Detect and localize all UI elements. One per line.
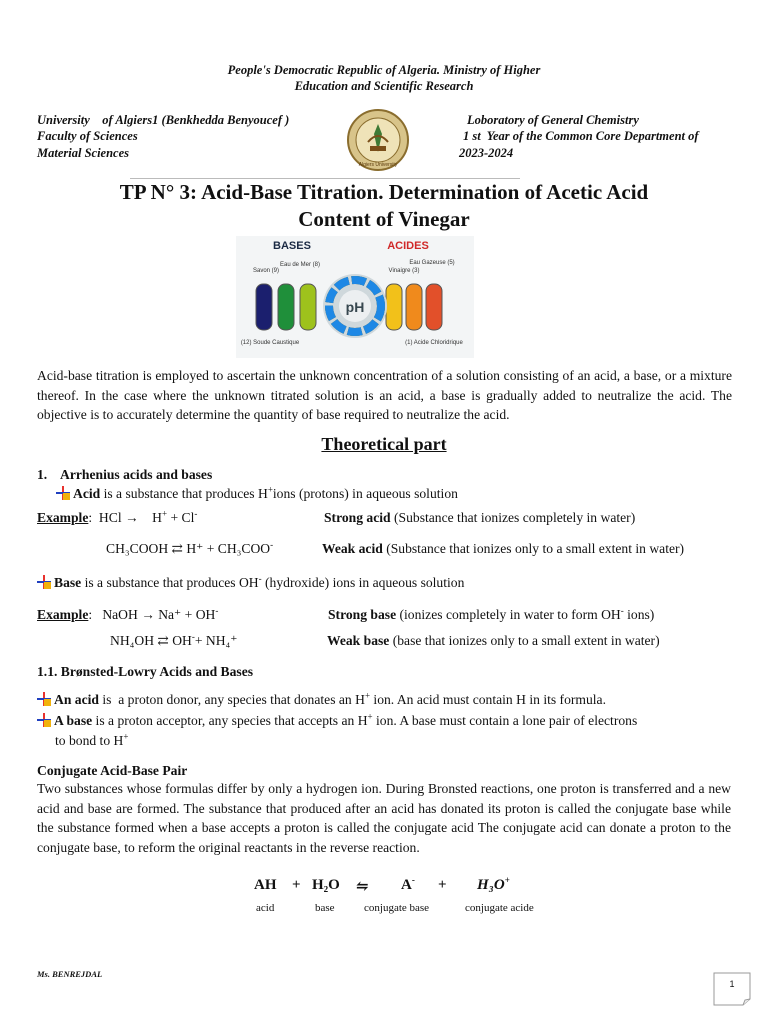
strong-base-desc: Strong base (ionizes completely in water to form OH- ions): [328, 605, 655, 622]
university-seal-logo: [346, 108, 410, 172]
academic-year: 2023-2024: [459, 146, 514, 160]
bronsted-acid-definition: An acid is a proton donor, any species that donates an H+ ion. An acid must contain H in its formula.: [37, 691, 606, 709]
eq-a-minus: A-: [401, 875, 415, 893]
label-base: base: [315, 902, 335, 914]
faculty-line: Faculty of Sciences: [37, 129, 138, 143]
section-heading-bronsted: 1.1. Brønsted-Lowry Acids and Bases: [37, 664, 254, 679]
acides-label: ACIDES: [387, 240, 429, 252]
section-heading-conjugate: Conjugate Acid-Base Pair: [37, 763, 188, 778]
page-title-line-1: TP N° 3: Acid-Base Titration. Determination of Acetic Acid: [119, 180, 649, 204]
bullet-icon: [56, 486, 70, 500]
example-naoh: Example: NaOH → Na⁺ + OH-: [37, 605, 219, 622]
page-number: 1: [729, 979, 735, 989]
weak-acid-desc: Weak acid (Substance that ionizes only to a small extent in water): [322, 541, 685, 556]
year-line: 1 st Year of the Common Core Department of: [463, 129, 699, 143]
page-title-line-2: Content of Vinegar: [298, 207, 470, 231]
tube-label: (1) Acide Chloridrique: [405, 340, 463, 346]
university-line: University of Algiers1 (Benkhedda Benyoucef ): [37, 113, 290, 127]
bullet-icon: [37, 692, 51, 706]
weak-base-desc: Weak base (base that ionizes only to a small extent in water): [327, 633, 660, 648]
department-line: Material Sciences: [37, 146, 130, 160]
ph-label: pH: [345, 299, 365, 315]
tube-label: Savon (9): [252, 268, 280, 274]
label-acid: acid: [256, 902, 275, 914]
bronsted-base-definition-cont: to bond to H+: [55, 731, 129, 748]
conjugate-paragraph: Two substances whose formulas differ by only a hydrogen ion. During Bronsted reactions, one proton is transferred and a new acid and base are formed. The substance that produced after an acid has donated its proton is called the conjugate base while the substance formed when a base accepts a proton is called the conjugate acid The conjugate acid can donate a proton to the conjugate base, to reform the original reactants in the reverse reaction.: [37, 781, 731, 855]
page-number-box: [713, 972, 751, 1006]
section-heading-arrhenius: 1. Arrhenius acids and bases: [37, 467, 213, 482]
tube-label: Vinaigre (3): [388, 268, 420, 274]
intro-paragraph: Acid-base titration is employed to ascertain the unknown concentration of a solution consisting of an acid, a base, or a mixture thereof. In the case where the unknown titrated solution is an acid, a base is gradually added to neutralize the acid. The objective is to accurately determine the quantity of base required to neutralize the acid.: [37, 368, 732, 422]
tube-label: Eau de Mer (8): [279, 262, 321, 268]
bases-label: BASES: [273, 240, 311, 252]
laboratory-line: Loboratory of General Chemistry: [467, 113, 639, 127]
section-heading-theoretical: Theoretical part: [321, 434, 447, 454]
tube-label: (12) Soude Caustique: [240, 340, 300, 346]
bronsted-base-definition: A base is a proton acceptor, any species that accepts an H+ ion. A base must contain a lone pair of electrons: [37, 712, 637, 730]
label-conjugate-base: conjugate base: [364, 902, 430, 914]
label-conjugate-acid: conjugate acide: [465, 902, 534, 914]
base-definition: Base is a substance that produces OH- (hydroxide) ions in aqueous solution: [37, 574, 464, 592]
eq-plus-1: +: [292, 877, 301, 893]
eq-ah: AH: [254, 877, 277, 893]
bullet-icon: [37, 713, 51, 727]
ph-scale-illustration: [236, 236, 474, 358]
tube-label: Eau Gazeuse (5): [409, 260, 455, 266]
ministry-line-1: People's Democratic Republic of Algeria. Ministry of Higher: [227, 63, 541, 77]
example-acetic: CH₃COOH ⇄ H⁺ + CH₃COO-: [106, 539, 274, 556]
eq-arrow: ⇋: [356, 879, 369, 895]
strong-acid-desc: Strong acid (Substance that ionizes completely in water): [324, 510, 636, 525]
example-nh4oh: NH₄OH ⇄ OH-+ NH₄⁺: [110, 631, 238, 648]
acid-definition: Acid is a substance that produces H+ions (protons) in aqueous solution: [56, 485, 458, 503]
eq-h3o: H₃O+: [477, 875, 510, 893]
ministry-line-2: Education and Scientific Research: [294, 79, 474, 93]
bullet-icon: [37, 575, 51, 589]
eq-plus-2: +: [438, 877, 447, 893]
seal-text: Algiers University: [358, 162, 398, 168]
footer-author: Ms. BENREJDAL: [37, 969, 103, 979]
example-hcl: Example: HCl → H+ + Cl-: [37, 508, 198, 525]
eq-h2o: H₂O: [312, 877, 340, 893]
